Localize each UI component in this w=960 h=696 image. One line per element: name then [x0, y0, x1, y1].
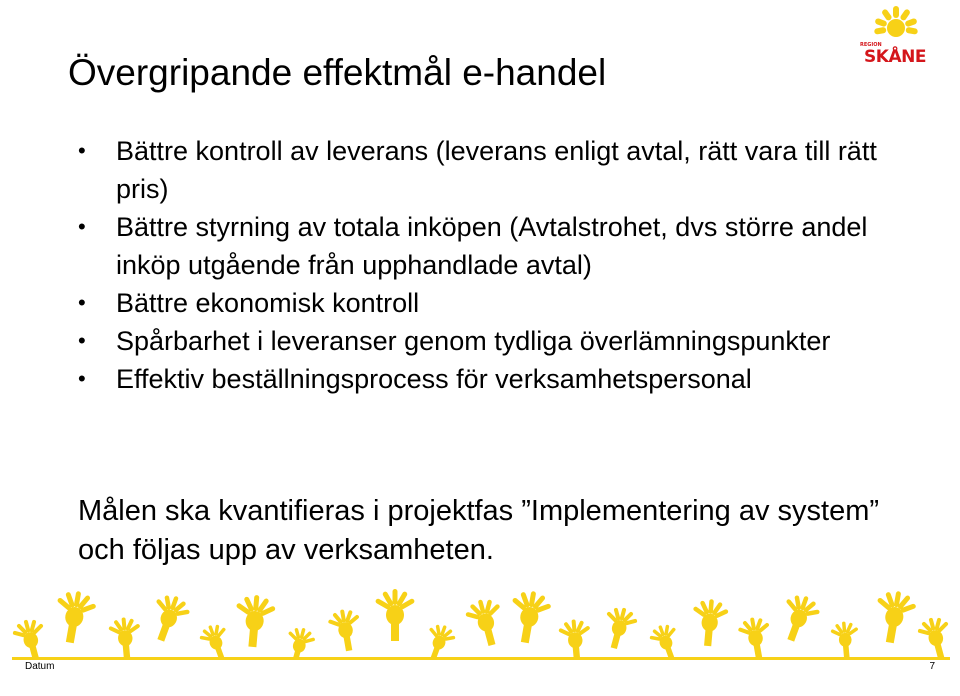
- slide-title: Övergripande effektmål e-handel: [68, 52, 607, 93]
- hand-icon: [375, 589, 416, 641]
- region-skane-logo: [858, 4, 932, 68]
- hand-icon: [419, 621, 458, 657]
- hand-icon: [557, 618, 593, 657]
- bullet-item: [78, 322, 878, 360]
- hand-icon: [870, 588, 919, 646]
- goal-statement: Målen ska kvantifieras i projektfas ”Implementering av system” och följas upp av verksamheten.: [78, 495, 880, 566]
- footer-divider: [12, 657, 950, 660]
- hand-icon: [107, 616, 143, 657]
- bullet-text: Bättre ekonomisk kontroll: [116, 288, 420, 318]
- hand-icon: [689, 598, 729, 648]
- bullet-icon: •: [78, 328, 86, 353]
- bullet-text: Effektiv beställningsprocess för verksamhetspersonal: [116, 364, 752, 394]
- page-number: 7: [929, 661, 935, 672]
- hands-decoration: [0, 585, 960, 657]
- logo-region-text: REGION: [860, 42, 882, 48]
- hand-icon: [10, 616, 52, 657]
- hand-icon: [232, 593, 277, 648]
- hand-icon: [915, 614, 957, 657]
- hand-icon: [598, 604, 640, 653]
- bullet-item: [78, 132, 878, 208]
- bullet-item: [78, 208, 878, 284]
- hand-icon: [505, 588, 554, 646]
- bullet-list: [78, 132, 878, 398]
- bullet-icon: •: [78, 138, 86, 163]
- hand-icon: [736, 615, 775, 657]
- bullet-text: Bättre kontroll av leverans (leverans enligt avtal, rätt vara till rätt pris): [116, 136, 877, 204]
- footer-date: Datum: [25, 661, 55, 672]
- bullet-text: Spårbarhet i leveranser genom tydliga överlämningspunkter: [116, 326, 831, 356]
- bullet-icon: •: [78, 214, 86, 239]
- bullet-icon: •: [78, 366, 86, 391]
- bullet-text: Bättre styrning av totala inköpen (Avtalstrohet, dvs större andel inköp utgående från upphandlade avtal): [116, 212, 868, 280]
- hand-icon: [774, 590, 824, 646]
- hand-icon: [326, 607, 365, 654]
- logo-skane-text: SKÅNE: [864, 47, 926, 67]
- bullet-item: [78, 360, 878, 398]
- hand-icon: [646, 621, 685, 657]
- bullet-icon: •: [78, 290, 86, 315]
- hand-icon: [462, 595, 509, 650]
- hand-icon: [196, 621, 235, 657]
- hand-icon: [830, 620, 861, 657]
- hand-icon: [281, 624, 318, 657]
- hand-icon: [144, 590, 194, 646]
- bullet-item: [78, 284, 878, 322]
- hand-icon: [50, 588, 99, 646]
